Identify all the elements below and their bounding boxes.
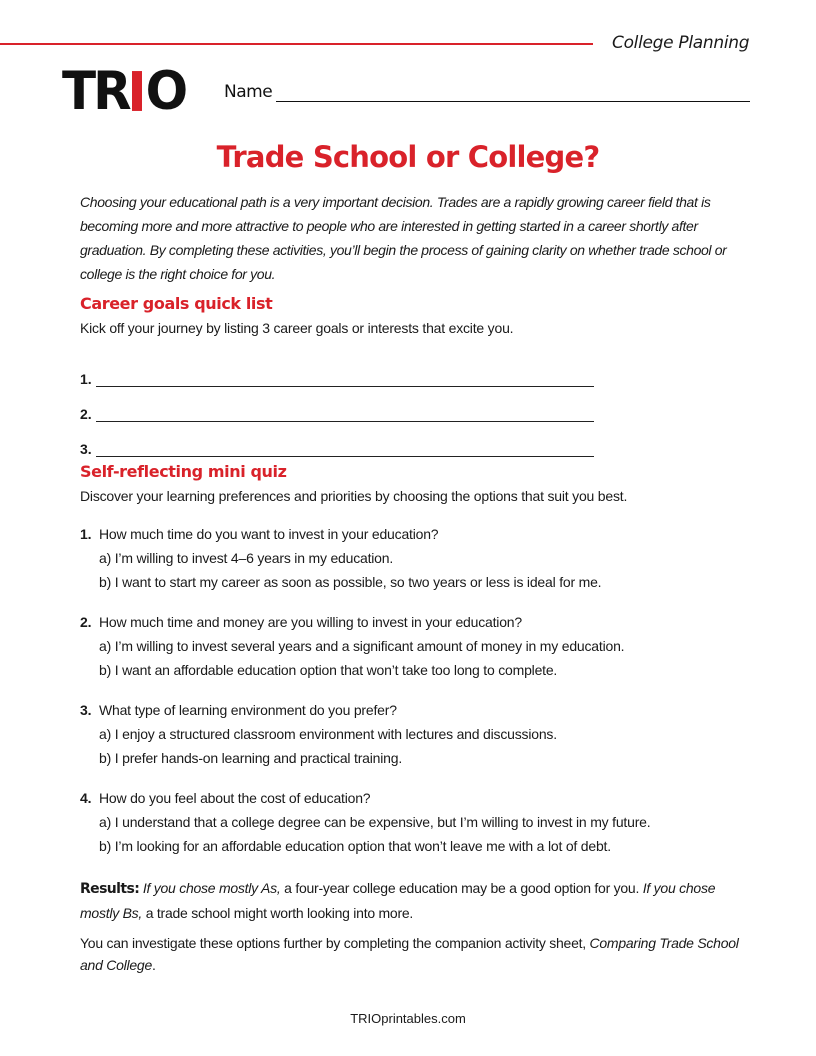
question-number: 1. — [80, 526, 92, 542]
results-b-intro: If you chose mostly Bs, — [80, 880, 716, 921]
quiz-section — [80, 462, 740, 874]
question-number: 4. — [80, 790, 92, 806]
question-text: What type of learning environment do you prefer? — [99, 702, 397, 718]
career-goals-list — [80, 352, 740, 457]
name-field-row — [224, 82, 750, 102]
name-input-line[interactable] — [276, 84, 750, 102]
quiz-question-2 — [80, 610, 740, 682]
question-text: How do you feel about the cost of education? — [99, 790, 371, 806]
quiz-question-4 — [80, 786, 740, 858]
page-title: Trade School or College? — [216, 140, 600, 174]
option-a[interactable]: a) I enjoy a structured classroom environment with lectures and discussions. — [99, 726, 557, 742]
option-a[interactable]: a) I understand that a college degree can be expensive, but I’m willing to invest in my future. — [99, 814, 651, 830]
goal-number: 1. — [80, 371, 92, 387]
option-a[interactable]: a) I’m willing to invest 4–6 years in my education. — [99, 550, 394, 566]
goal-input-line[interactable] — [96, 373, 594, 387]
header-red-rule — [0, 43, 593, 45]
footer-website: TRIOprintables.com — [350, 1011, 466, 1026]
goal-line-3 — [80, 422, 740, 457]
career-goals-heading: Career goals quick list — [80, 294, 273, 313]
intro-paragraph: Choosing your educational path is a very important decision. Trades are a rapidly growing career field that is becoming more and more attractive to people who are interested in getting started in a career shortly after graduation. By completing these activities, you’ll begin the process of gaining clarity on whether trade school or college is the right choice for you. — [80, 194, 727, 282]
question-text: How much time and money are you willing to invest in your education? — [99, 614, 522, 630]
goal-line-1 — [80, 352, 740, 387]
goal-input-line[interactable] — [96, 408, 594, 422]
goal-line-2 — [80, 387, 740, 422]
results-paragraph — [80, 876, 740, 925]
goal-number: 2. — [80, 406, 92, 422]
logo-text-right: O — [145, 60, 186, 122]
question-text: How much time do you want to invest in your education? — [99, 526, 439, 542]
question-number: 2. — [80, 614, 92, 630]
option-b[interactable]: b) I want an affordable education option that won’t take too long to complete. — [99, 662, 558, 678]
name-label: Name — [224, 82, 273, 102]
followup-end: . — [151, 957, 156, 973]
quiz-question-1 — [80, 522, 740, 594]
question-number: 3. — [80, 702, 92, 718]
quiz-question-3 — [80, 698, 740, 770]
followup-paragraph — [80, 932, 740, 976]
option-b[interactable]: b) I want to start my career as soon as possible, so two years or less is ideal for me. — [99, 574, 602, 590]
quiz-questions — [80, 522, 740, 858]
goal-number: 3. — [80, 441, 92, 457]
career-goals-instruction: Kick off your journey by listing 3 career goals or interests that excite you. — [80, 320, 514, 336]
trio-logo — [62, 60, 186, 122]
quiz-instruction: Discover your learning preferences and priorities by choosing the options that suit you best. — [80, 488, 628, 504]
results-label: Results: — [80, 881, 140, 897]
followup-text: You can investigate these options further by completing the companion activity sheet, — [80, 935, 590, 951]
quiz-heading: Self-reflecting mini quiz — [80, 462, 287, 481]
option-b[interactable]: b) I’m looking for an affordable education option that won’t leave me with a lot of debt. — [99, 838, 611, 854]
option-b[interactable]: b) I prefer hands-on learning and practical training. — [99, 750, 403, 766]
option-a[interactable]: a) I’m willing to invest several years and a significant amount of money in my education. — [99, 638, 625, 654]
logo-text-left: TR — [62, 60, 129, 122]
results-a-intro: If you chose mostly As, — [142, 880, 281, 896]
results-b-text: a trade school might worth looking into more. — [142, 905, 414, 921]
goal-input-line[interactable] — [96, 443, 594, 457]
career-goals-section — [80, 294, 740, 457]
category-label: College Planning — [612, 33, 750, 53]
results-a-text: a four-year college education may be a good option for you. — [280, 880, 643, 896]
companion-sheet-title: Comparing Trade School and College — [80, 935, 739, 973]
logo-red-bar — [132, 71, 142, 111]
